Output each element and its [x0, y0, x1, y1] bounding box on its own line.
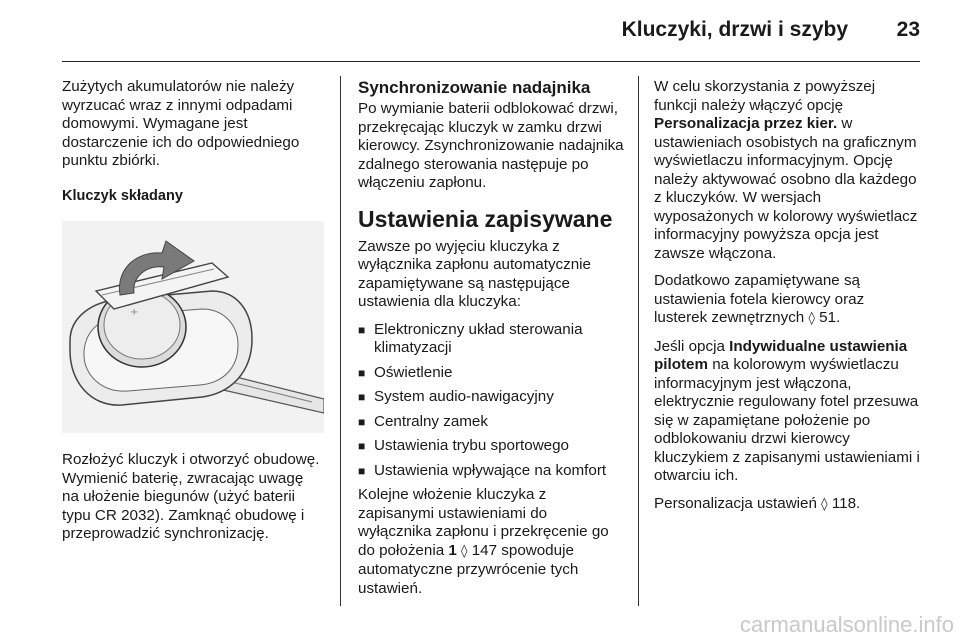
personalization-ref-text	[654, 495, 920, 515]
column-divider	[638, 76, 639, 606]
list-item-label: Ustawienia trybu sportowego	[374, 437, 570, 454]
period: .	[836, 309, 841, 326]
page-number: 23	[896, 18, 920, 41]
header-divider	[62, 61, 920, 62]
column-left	[62, 78, 324, 553]
list-item-label: Elektroniczny układ sterowania klimatyzacji	[374, 320, 583, 356]
page-header	[0, 0, 960, 62]
ignition-position: 1	[448, 541, 457, 559]
bullet-icon: ■	[358, 463, 366, 478]
list-item-label: Oświetlenie	[374, 363, 453, 381]
bullet-icon: ■	[358, 322, 366, 337]
memory-settings-heading: Ustawienia zapisywane	[358, 205, 613, 232]
list-item	[358, 388, 624, 407]
list-item	[358, 462, 624, 481]
bullet-icon: ■	[358, 414, 366, 429]
watermark: carmanualsonline.info	[739, 612, 954, 637]
remote-settings-text	[654, 338, 920, 486]
key-battery-drawing	[62, 221, 324, 433]
bullet-icon: ■	[358, 439, 366, 453]
list-item	[358, 364, 624, 383]
column-divider	[340, 76, 341, 606]
memory-settings-list	[358, 321, 624, 481]
sync-heading: Synchronizowanie nadajnika	[358, 78, 591, 97]
folding-key-illustration	[62, 221, 324, 433]
bullet-icon: ■	[358, 390, 366, 404]
option-individual-remote-settings: Indywidualne ustawienia pilotem	[654, 337, 908, 373]
list-item	[358, 437, 624, 456]
battery-replacement-text: Rozłożyć kluczyk i otworzyć obudowę. Wymienić baterię, zwracając uwagę na ułożenie biegunów (użyć baterii typu CR 2032). Zamknąć obudowę i przeprowadzić synchronizację.	[62, 451, 320, 542]
period: .	[856, 494, 861, 512]
p3-text-b: na kolorowym wyświetlaczu informacyjnym jest włączona, elektrycznie regulowany fotel przesuwa się w zapamiętane położenie po odblokowaniu drzwi kierowcy kluczykiem z zapisanymi ustawieniami i otwarciu ich.	[654, 356, 920, 484]
reinsert-key-text	[358, 486, 624, 598]
list-item-label: Centralny zamek	[374, 412, 488, 430]
list-item-label: Ustawienia wpływające na komfort	[374, 461, 607, 479]
folding-key-heading: Kluczyk składany	[62, 187, 183, 204]
page-ref-icon: ◊	[821, 496, 828, 512]
page-ref-icon: ◊	[808, 311, 815, 326]
p4-text-a: Personalizacja ustawień	[654, 494, 822, 512]
list-item	[358, 321, 624, 358]
bullet-icon: ■	[358, 365, 366, 380]
reinsert-text-b: spowoduje automatyczne przywrócenie tych ustawień.	[358, 541, 579, 597]
battery-disposal-text: Zużytych akumulatorów nie należy wyrzucać wraz z innymi odpadami domowymi. Wymagane jest dostarczenie ich do odpowiedniego punktu zbiórki.	[62, 78, 300, 169]
option-personalization-by-driver: Personalizacja przez kier.	[654, 115, 838, 132]
column-middle	[358, 78, 624, 607]
p3-text-a: Jeśli opcja	[654, 337, 730, 355]
page-ref-147[interactable]: 147	[471, 541, 498, 559]
p2-text-a: Dodatkowo zapamiętywane są ustawienia fotela kierowcy oraz lusterek zewnętrznych	[654, 272, 865, 326]
column-right	[654, 78, 920, 523]
svg-text:+: +	[130, 307, 139, 318]
page-ref-icon: ◊	[461, 543, 468, 559]
page-title: Kluczyki, drzwi i szyby	[621, 18, 848, 41]
list-item	[358, 413, 624, 432]
personalization-text	[654, 78, 920, 263]
page-ref-118[interactable]: 118	[831, 494, 857, 512]
page-ref-51[interactable]: 51	[819, 309, 837, 326]
list-item-label: System audio-nawigacyjny	[374, 388, 554, 405]
p1-text-b: w ustawieniach osobistych na graficznym wyświetlaczu informacyjnym. Opcję należy aktywować osobno dla każdego z kluczyków. W wersjach wyposażonych w kolorowy wyświetlacz informacyjny powyższa opcja jest zawsze włączona.	[654, 115, 918, 262]
memory-intro-text: Zawsze po wyjęciu kluczyka z wyłącznika zapłonu automatycznie zapamiętywane są następujące ustawienia dla kluczyka:	[358, 237, 591, 310]
reinsert-text-a: Kolejne włożenie kluczyka z zapisanymi ustawieniami do wyłącznika zapłonu i przekręcenie go do położenia	[358, 486, 609, 559]
seat-mirror-memory-text	[654, 272, 920, 329]
p1-text-a: W celu skorzystania z powyższej funkcji należy włączyć opcję	[654, 78, 876, 114]
sync-text: Po wymianie baterii odblokować drzwi, przekręcając kluczyk w zamku drzwi kierowcy. Zsynchronizowanie nadajnika zdalnego sterowania następuje po włączeniu zapłonu.	[358, 100, 624, 191]
